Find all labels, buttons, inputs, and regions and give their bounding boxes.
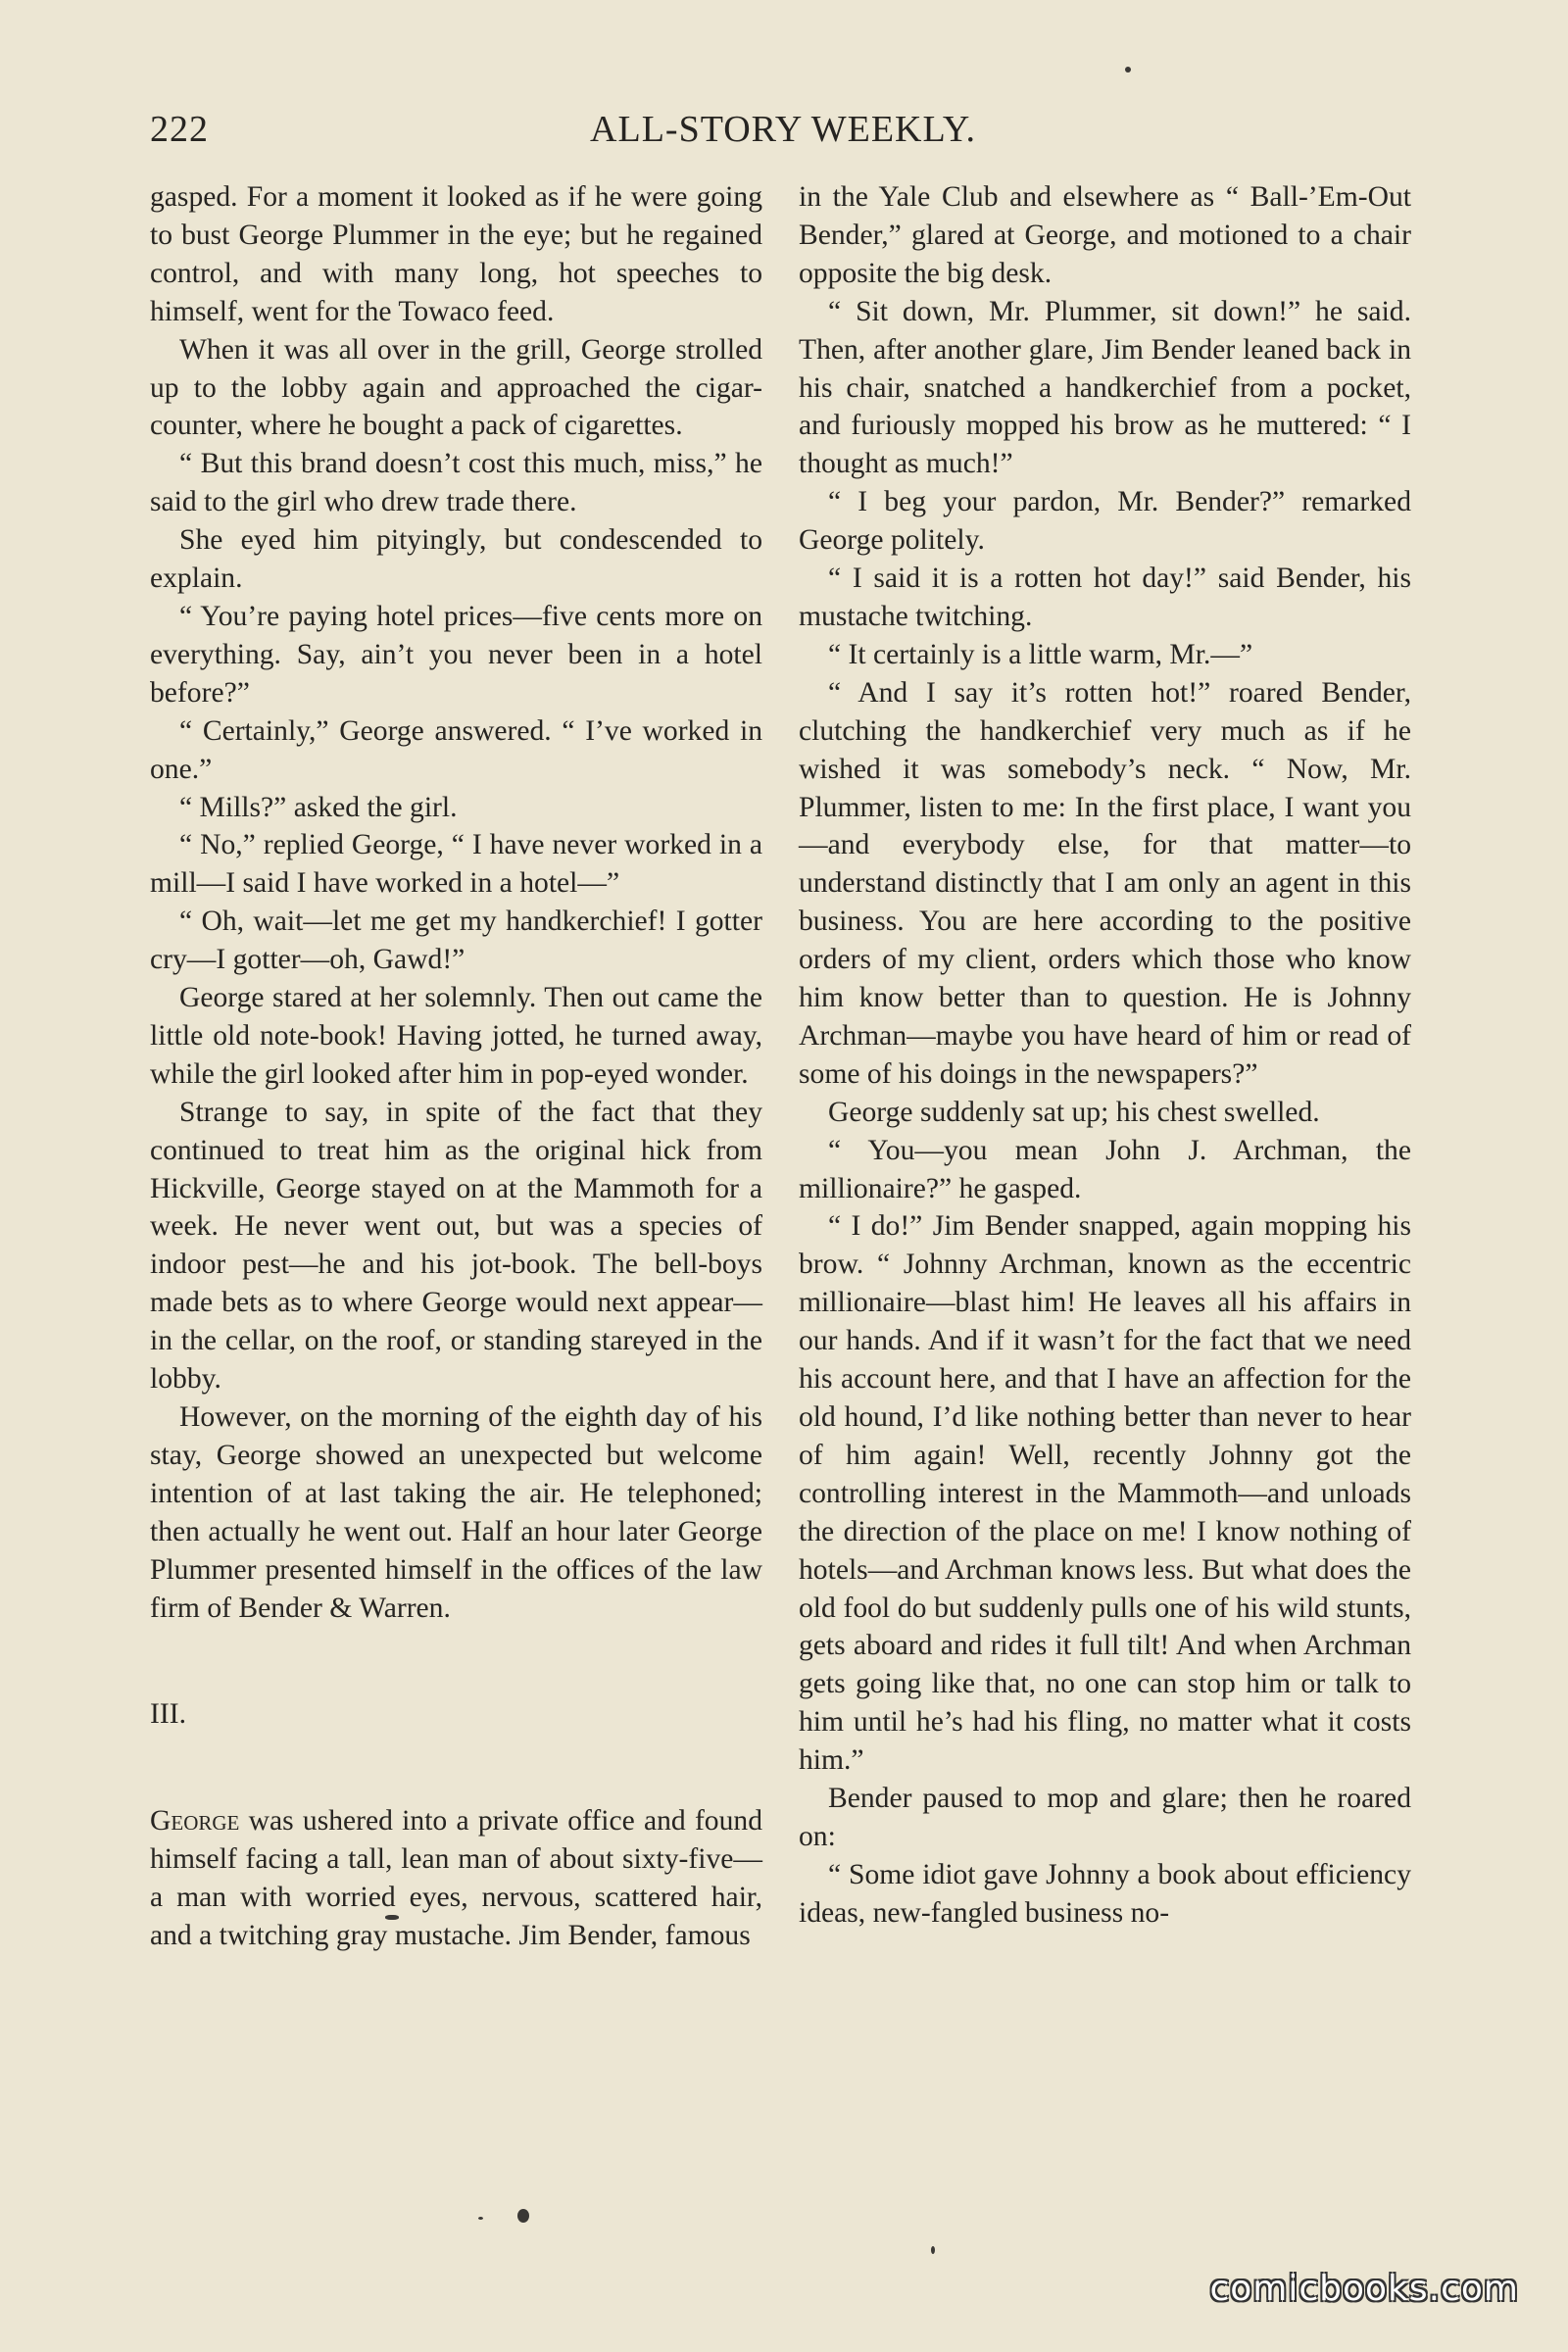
paragraph: When it was all over in the grill, George strolled up to the lobby again and approached the cigar-counter, where he bought a pack of cigarettes. xyxy=(150,333,762,442)
page-number: 222 xyxy=(150,109,209,150)
paragraph: “ Mills?” asked the girl. xyxy=(179,791,458,823)
ink-speck xyxy=(1125,67,1131,73)
paragraph: She eyed him pityingly, but condescended to explain. xyxy=(150,524,762,595)
paragraph: “ And I say it’s rotten hot!” roared Bender, clutching the handkerchief very much as if he wished it was somebody’s neck. “ Now, Mr. Plummer, listen to me: In the first place, I want you—and everybody else, for that matter—to understand distinctly that I am only an agent in this business. You are here according to the positive orders of my client, orders which those who know him know better than to question. He is Johnny Archman—maybe you have heard of him or read of some of his doings in the newspapers?” xyxy=(799,676,1411,1090)
paragraph: George stared at her solemnly. Then out came the little old note-book! Having jotted, he turned away, while the girl looked after him in pop-eyed wonder. xyxy=(150,982,762,1090)
paragraph: “ I said it is a rotten hot day!” said Bender, his mustache twitching. xyxy=(799,563,1411,632)
left-column xyxy=(150,178,762,1955)
ink-speck xyxy=(478,2217,483,2220)
ink-speck xyxy=(517,2209,529,2223)
drop-word: George xyxy=(150,1805,240,1838)
paragraph: George suddenly sat up; his chest swelled. xyxy=(828,1096,1320,1128)
paragraph: “ You’re paying hotel prices—five cents more on everything. Say, ain’t you never been in a hotel before?” xyxy=(150,600,762,709)
page-header xyxy=(150,108,1416,157)
paragraph: Bender paused to mop and glare; then he roared on: xyxy=(799,1783,1411,1852)
paragraph: gasped. For a moment it looked as if he were going to bust George Plummer in the eye; but he regained control, and with many long, hot speeches to himself, went for the Towaco feed. xyxy=(150,181,762,327)
ink-speck xyxy=(931,2246,935,2254)
paragraph: However, on the morning of the eighth day of his stay, George showed an unexpected but welcome intention of at last taking the air. He telephoned; then actually he went out. Half an hour later George Plummer presented himself in the offices of the law firm of Bender & Warren. xyxy=(150,1401,762,1624)
paragraph: “ Oh, wait—let me get my handkerchief! I gotter cry—I gotter—oh, Gawd!” xyxy=(150,906,762,976)
section-opening-paragraph xyxy=(150,1802,762,1955)
paragraph: “ You—you mean John J. Archman, the millionaire?” he gasped. xyxy=(799,1134,1411,1204)
paragraph: “ I beg your pardon, Mr. Bender?” remarked George politely. xyxy=(799,486,1411,557)
paragraph: “ Some idiot gave Johnny a book about efficiency ideas, new-fangled business no- xyxy=(799,1858,1411,1929)
paragraph: “ It certainly is a little warm, Mr.—” xyxy=(828,638,1253,670)
paragraph: “ No,” replied George, “ I have never worked in a mill—I said I have worked in a hotel—” xyxy=(150,829,762,900)
paragraph: “ But this brand doesn’t cost this much, miss,” he said to the girl who drew trade there. xyxy=(150,448,762,518)
paragraph: “ I do!” Jim Bender snapped, again mopping his brow. “ Johnny Archman, known as the eccentric millionaire—blast him! He leaves all his affairs in our hands. And if it wasn’t for the fact that we need his account here, and that I have an affection for the old hound, I’d like nothing better than never to hear of him again! Well, recently Johnny got the controlling interest in the Mammoth—and unloads the direction of the place on me! I know nothing of hotels—and Archman knows less. But what does the old fool do but suddenly pulls one of his wild stunts, gets aboard and rides it full tilt! And when Archman gets going like that, no one can stop him or talk to him until he’s had his fling, no matter what it costs him.” xyxy=(799,1210,1411,1777)
paragraph: in the Yale Club and elsewhere as “ Ball-’Em-Out Bender,” glared at George, and motioned to a chair opposite the big desk. xyxy=(799,181,1411,289)
paragraph: Strange to say, in spite of the fact that they continued to treat him as the original hick from Hickville, George stayed on at the Mammoth for a week. He never went out, but was a species of indoor pest—he and his jot-book. The bell-boys made bets as to where George would next appear—in the cellar, on the roof, or standing stareyed in the lobby. xyxy=(150,1096,762,1396)
right-column xyxy=(799,178,1411,1933)
watermark: comicbooks.com xyxy=(1209,2269,1519,2309)
paragraph: “ Sit down, Mr. Plummer, sit down!” he said. Then, after another glare, Jim Bender leaned back in his chair, snatched a handkerchief from a pocket, and furiously mopped his brow as he muttered: “ I thought as much!” xyxy=(799,295,1411,480)
paragraph: “ Certainly,” George answered. “ I’ve worked in one.” xyxy=(150,714,762,785)
running-title: ALL-STORY WEEKLY. xyxy=(590,109,976,150)
ink-speck xyxy=(385,1915,399,1920)
paragraph-text: was ushered into a private office and found himself facing a tall, lean man of about sixty-five—a man with worried eyes, nervous, scattered hair, and a twitching gray mustache. Jim Bender, famous xyxy=(150,1805,762,1952)
section-heading: III. xyxy=(150,1698,186,1731)
